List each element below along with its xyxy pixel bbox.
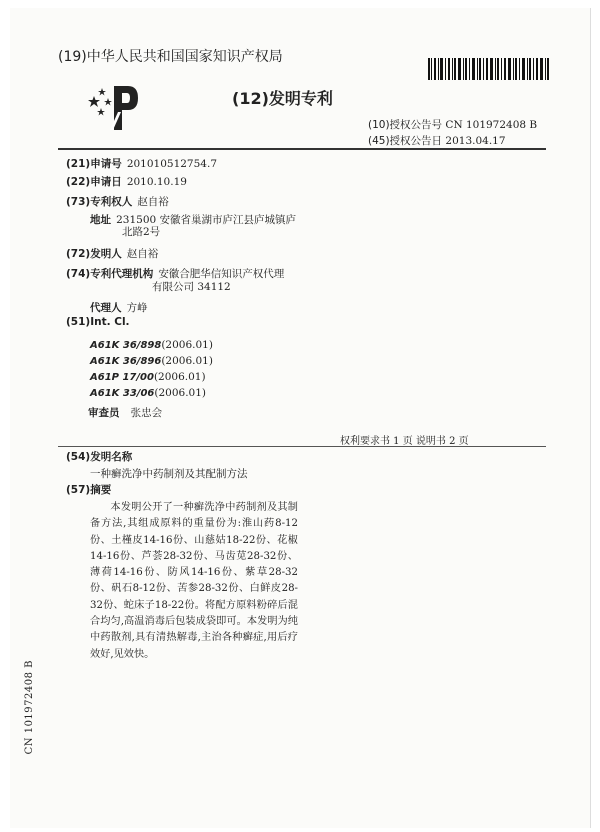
ipc-entry: A61K 33/06(2006.01) (90, 387, 206, 399)
pages-info: 权利要求书 1 页 说明书 2 页 (340, 436, 469, 447)
side-publication-number: CN 101972408 B (24, 660, 35, 755)
application-number: (21)申请号 201010512754.7 (66, 158, 217, 170)
document-type: (12)发明专利 (232, 89, 333, 108)
sipo-logo (88, 82, 140, 132)
publication-number (368, 117, 537, 132)
invention-title: 一种癣洗净中药制剂及其配制方法 (90, 468, 248, 480)
address: 地址 231500 安徽省巢湖市庐江县庐城镇庐 (90, 214, 297, 226)
abstract-label: (57)摘要 (66, 484, 112, 496)
publication-date-value: 2013.04.17 (445, 135, 506, 147)
patentee: (73)专利权人 赵自裕 (66, 196, 169, 208)
publication-date-label: (45)授权公告日 (368, 135, 443, 147)
examiner: 审查员 张忠会 (88, 407, 163, 419)
address-line-2: 北路2号 (122, 226, 161, 238)
publication-date (368, 133, 506, 148)
ipc-entry: A61K 36/898(2006.01) (90, 339, 213, 351)
inventor: (72)发明人 赵自裕 (66, 248, 159, 260)
ipc-label: (51)Int. Cl. (66, 316, 130, 328)
office-name: (19)中华人民共和国国家知识产权局 (58, 49, 283, 65)
barcode (428, 58, 550, 80)
agent: 代理人 方峥 (90, 302, 148, 314)
title-label: (54)发明名称 (66, 451, 133, 463)
publication-number-value: CN 101972408 B (445, 119, 538, 131)
abstract-text: 本发明公开了一种癣洗净中药制剂及其制备方法,其组成原料的重量份为:淮山药8-12份、土槿皮14-16份、山慈姑18-22份、花椒14-16份、芦荟28-32份、马齿苋28-32份、薄荷14-16份、防风14-16份、紫草28-32份、矾石8-12份、苦参28-32份、白鲜皮28-32份、蛇床子18-22份。将配方原料粉碎后混合均匀,高温消毒后包装成袋即可。本发明为纯中药散剂,具有清热解毒,主治各种癣症,用后疗效好,见效快。 (90, 502, 298, 660)
ipc-entry: A61P 17/00(2006.01) (90, 371, 206, 383)
ipc-entry: A61K 36/896(2006.01) (90, 355, 213, 367)
agency-line-2: 有限公司 34112 (152, 281, 231, 293)
header-divider (58, 148, 546, 150)
filing-date: (22)申请日 2010.10.19 (66, 176, 187, 188)
pages-divider (58, 446, 546, 447)
agency: (74)专利代理机构 安徽合肥华信知识产权代理 (66, 268, 285, 280)
publication-number-label: (10)授权公告号 (368, 119, 443, 131)
